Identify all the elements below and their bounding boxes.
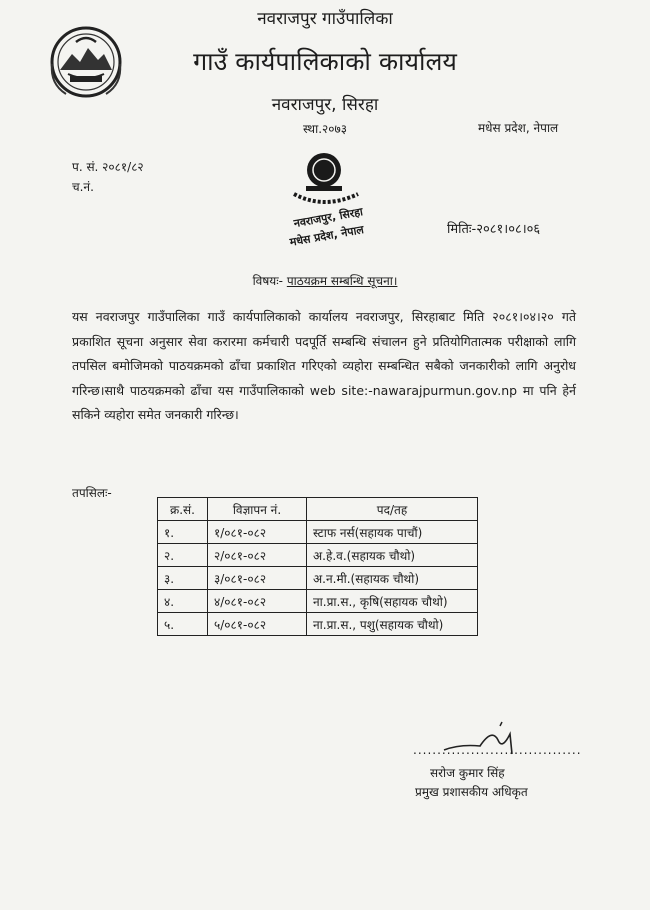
posts-table bbox=[157, 497, 478, 636]
established-year: स्था.२०७३ bbox=[303, 122, 347, 136]
table-row bbox=[158, 567, 478, 590]
signatory-name: सरोज कुमार सिंह bbox=[430, 766, 505, 780]
table-row bbox=[158, 590, 478, 613]
municipality-name: नवराजपुर गाउँपालिका bbox=[257, 9, 393, 29]
table-row bbox=[158, 521, 478, 544]
subject-line bbox=[0, 272, 650, 289]
column-header-post: पद/तह bbox=[307, 498, 478, 521]
table-header-row bbox=[158, 498, 478, 521]
letter-date: मितिः-२०८१।०८।०६ bbox=[447, 222, 541, 237]
ad-number-cell: ५/०८१-०८२ bbox=[208, 613, 307, 636]
post-cell: अ.हे.व.(सहायक चौथो) bbox=[307, 544, 478, 567]
dispatch-number: च.नं. bbox=[72, 180, 94, 194]
column-header-serial: क्र.सं. bbox=[158, 498, 208, 521]
table-row bbox=[158, 544, 478, 567]
office-name: गाउँ कार्यपालिकाको कार्यालय bbox=[193, 47, 457, 76]
reference-number: प. सं. २०८१/८२ bbox=[72, 160, 144, 174]
serial-cell: ४. bbox=[158, 590, 208, 613]
details-label: तपसिलः- bbox=[72, 486, 112, 500]
ad-number-cell: ३/०८१-०८२ bbox=[208, 567, 307, 590]
svg-text:मधेस प्रदेश, नेपाल: मधेस प्रदेश, नेपाल bbox=[288, 223, 365, 249]
table-row bbox=[158, 613, 478, 636]
serial-cell: ३. bbox=[158, 567, 208, 590]
notice-body: यस नवराजपुर गाउँपालिका गाउँ कार्यपालिकाको कार्यालय नवराजपुर, सिरहाबाट मिति २०८१।०४।२० गते प्रकाशित सूचना अनुसार सेवा करारमा कर्मचारी पदपूर्ति सम्बन्धि संचालन हुने प्रतियोगितात्मक परीक्षाको लागि तपसिल बमोजिमको पाठयक्रमको ढाँचा प्रकाशित गरिएको व्यहोरा सम्बन्धित सबैको जनकारीको लागि अनुरोध गरिन्छ।साथै पाठयक्रमको ढाँचा यस गाउँपालिकाको web site:-nawarajpurmun.gov.np मा पनि हेर्न सकिने व्यहोरा समेत जनकारी गरिन्छ। bbox=[72, 309, 576, 422]
subject-text: पाठयक्रम सम्बन्धि सूचना। bbox=[286, 274, 398, 288]
office-stamp bbox=[268, 140, 383, 259]
subject-label: विषयः- bbox=[252, 274, 283, 288]
column-header-ad-number: विज्ञापन नं. bbox=[208, 498, 307, 521]
post-cell: ना.प्रा.स., पशु(सहायक चौथो) bbox=[307, 613, 478, 636]
stamp-seal-icon bbox=[268, 140, 383, 255]
serial-cell: १. bbox=[158, 521, 208, 544]
serial-cell: २. bbox=[158, 544, 208, 567]
office-address: नवराजपुर, सिरहा bbox=[271, 95, 379, 115]
serial-cell: ५. bbox=[158, 613, 208, 636]
post-cell: स्टाफ नर्स(सहायक पाचौं) bbox=[307, 521, 478, 544]
province-name: मधेस प्रदेश, नेपाल bbox=[478, 121, 559, 135]
ad-number-cell: २/०८१-०८२ bbox=[208, 544, 307, 567]
ad-number-cell: १/०८१-०८२ bbox=[208, 521, 307, 544]
post-cell: ना.प्रा.स., कृषि(सहायक चौथो) bbox=[307, 590, 478, 613]
ad-number-cell: ४/०८१-०८२ bbox=[208, 590, 307, 613]
svg-text:नवराजपुर, सिरहा: नवराजपुर, सिरहा bbox=[292, 205, 364, 231]
signatory-title: प्रमुख प्रशासकीय अधिकृत bbox=[415, 785, 528, 799]
post-cell: अ.न.मी.(सहायक चौथो) bbox=[307, 567, 478, 590]
signature-line: ................................... bbox=[413, 743, 582, 757]
